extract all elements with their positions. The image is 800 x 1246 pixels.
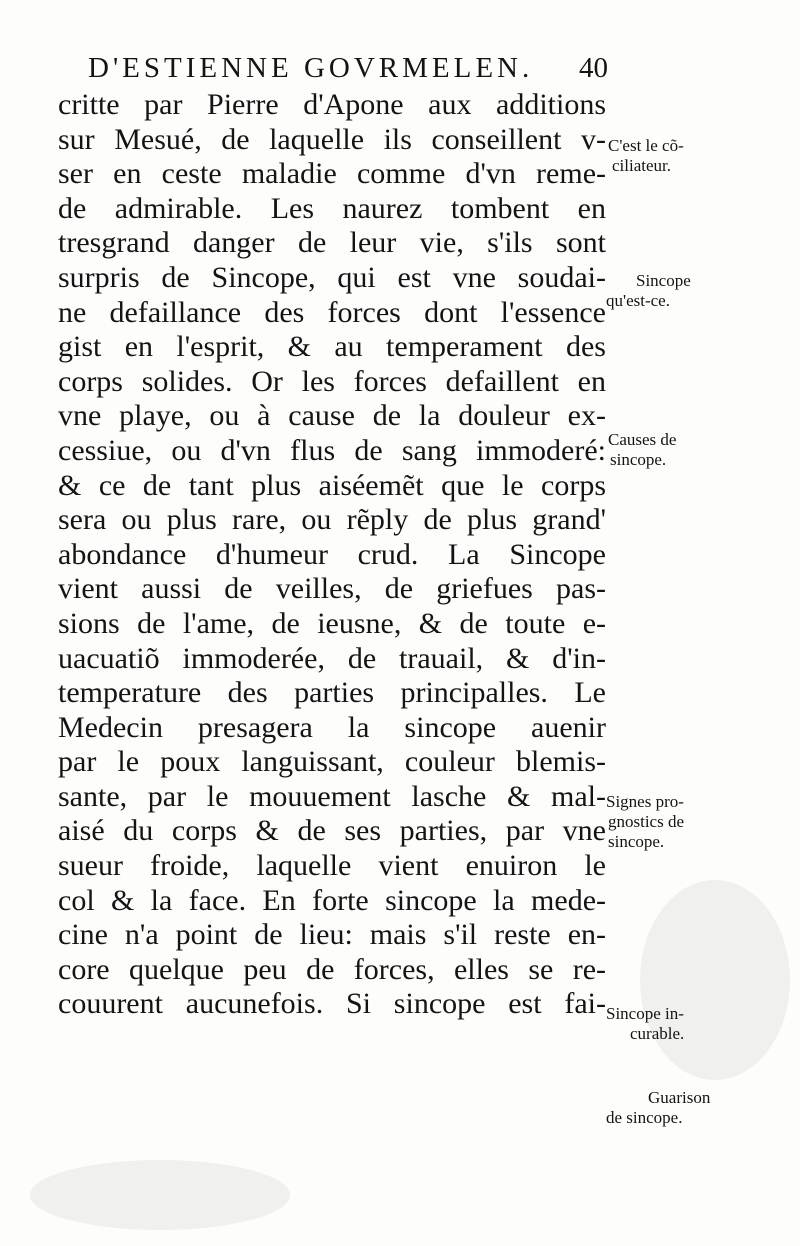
text-line: corps solides. Or les forces defaillent en — [58, 364, 606, 398]
margin-note-line: qu'est-ce. — [606, 291, 670, 310]
page-number: 40 — [579, 52, 608, 84]
margin-note-line: de sincope. — [606, 1108, 683, 1127]
text-line: sante, par le mouuement lasche & mal- — [58, 779, 606, 813]
margin-note-incurable — [606, 1004, 684, 1044]
text-line: vient aussi de veilles, de griefues pas- — [58, 572, 606, 606]
text-line: sions de l'ame, de ieusne, & de toute e- — [58, 606, 606, 640]
text-line: cine n'a point de lieu: mais s'il reste en- — [58, 918, 606, 952]
margin-note-line: Sincope in- — [606, 1004, 684, 1023]
margin-note-line: sincope. — [608, 832, 665, 851]
running-head — [88, 46, 608, 90]
margin-note-line: Signes pro- — [606, 792, 684, 811]
running-title: D'ESTIENNE GOVRMELEN. — [88, 52, 534, 84]
text-line: & ce de tant plus aiséemẽt que le corps — [58, 468, 606, 502]
text-line: sur Mesué, de laquelle ils conseillent v- — [58, 122, 606, 156]
text-line: sera ou plus rare, ou rẽply de plus grand' — [58, 503, 606, 537]
text-line: col & la face. En forte sincope la mede- — [58, 883, 606, 917]
text-line: uacuatiõ immoderée, de trauail, & d'in- — [58, 641, 606, 675]
margin-note-guarison — [606, 1088, 710, 1128]
margin-note-causes — [608, 430, 676, 470]
margin-note-sincope-definition — [606, 271, 691, 311]
margin-note-prognostics — [606, 792, 684, 852]
body-text — [58, 88, 606, 1022]
margin-note-line: ciliateur. — [612, 156, 672, 175]
paper-stain — [640, 880, 790, 1080]
margin-note-line: curable. — [630, 1024, 685, 1043]
text-line: core quelque peu de forces, elles se re- — [58, 952, 606, 986]
margin-note-line: C'est le cõ- — [608, 136, 684, 155]
text-line: gist en l'esprit, & au temperament des — [58, 330, 606, 364]
margin-note-conciliateur — [608, 136, 684, 176]
text-line: critte par Pierre d'Apone aux additions — [58, 88, 606, 121]
text-line: couurent aucunefois. Si sincope est fai- — [58, 987, 606, 1021]
text-line: par le poux languissant, couleur blemis- — [58, 745, 606, 779]
text-line: ne defaillance des forces dont l'essence — [58, 295, 606, 329]
text-line: vne playe, ou à cause de la douleur ex- — [58, 399, 606, 433]
text-line: cessiue, ou d'vn flus de sang immoderé: — [58, 433, 606, 467]
text-line: Medecin presagera la sincope auenir — [58, 710, 606, 744]
paper-stain — [30, 1160, 290, 1230]
text-line: ser en ceste maladie comme d'vn reme- — [58, 157, 606, 191]
text-line: tresgrand danger de leur vie, s'ils sont — [58, 226, 606, 260]
text-line: temperature des parties principalles. Le — [58, 676, 606, 710]
text-line: de admirable. Les naurez tombent en — [58, 191, 606, 225]
text-line: aisé du corps & de ses parties, par vne — [58, 814, 606, 848]
text-line: surpris de Sincope, qui est vne soudai- — [58, 260, 606, 294]
margin-note-line: Sincope — [636, 271, 691, 290]
margin-note-line: Guarison — [648, 1088, 711, 1107]
margin-note-line: sincope. — [610, 450, 667, 469]
text-line: sueur froide, laquelle vient enuiron le — [58, 849, 606, 883]
margin-note-line: Causes de — [608, 430, 677, 449]
text-line: abondance d'humeur crud. La Sincope — [58, 537, 606, 571]
margin-note-line: gnostics de — [608, 812, 685, 831]
